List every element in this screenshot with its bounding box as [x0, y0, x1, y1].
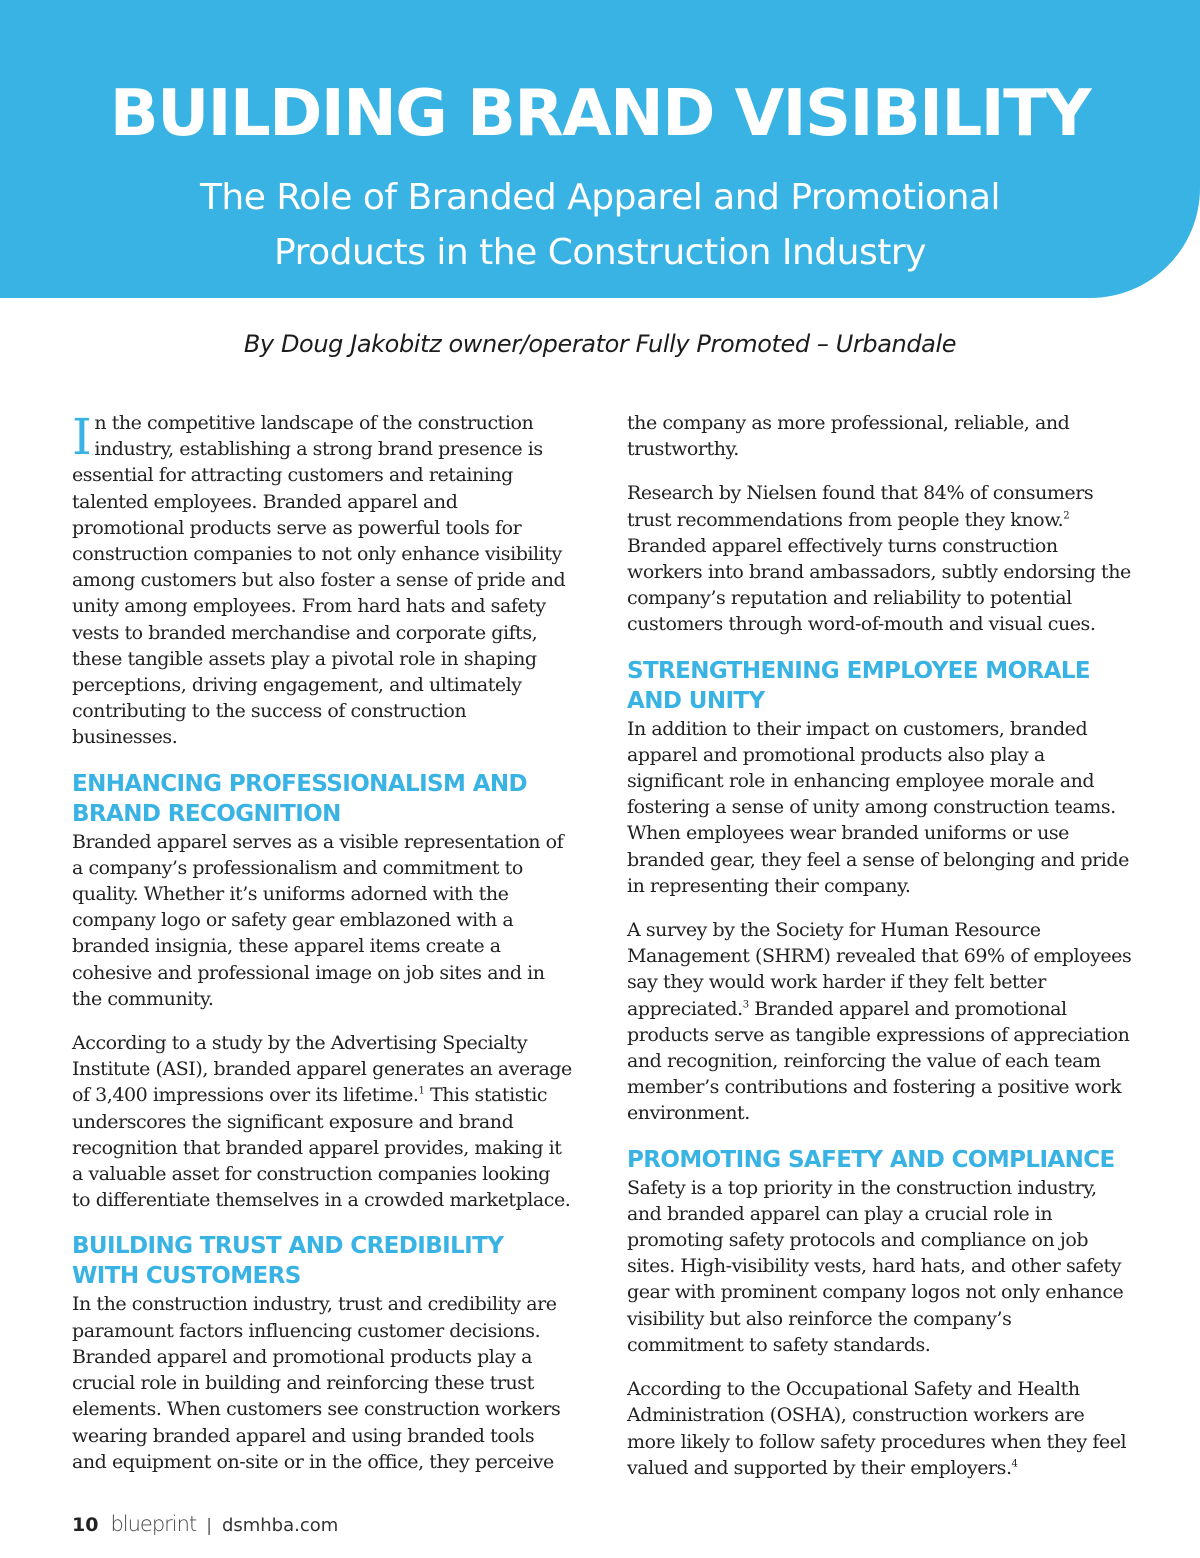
publication-name: blueprint [110, 1512, 197, 1536]
paragraph-text: A survey by the Society for Human Resource Management (SHRM) revealed that 69% of employees say they would work harder if they felt better appreciated. [627, 919, 1132, 1020]
body-paragraph: Branded apparel serves as a visible representation of a company’s professionalism and commitment to quality. Whether it’s uniforms adorned with the company logo or safety gear emblazoned with a branded insignia, these apparel items create a cohesive and professional image on job sites and in the community. [72, 830, 564, 1010]
right-column [627, 410, 1133, 1499]
paragraph-text: According to the Occupational Safety and Health Administration (OSHA), construction workers are more likely to follow safety procedures when they feel valued and supported by their employers. [627, 1378, 1127, 1479]
byline: By Doug Jakobitz owner/operator Fully Promoted – Urbandale [243, 330, 957, 358]
subtitle-line-1: The Role of Branded Apparel and Promotional [199, 177, 1001, 218]
paragraph-text: According to a study by the Advertising Specialty Institute (ASI), branded apparel generates an average of 3,400 impressions over its lifetime. [72, 1032, 572, 1107]
website-url: dsmhba.com [221, 1515, 339, 1536]
article-subtitle [150, 170, 1050, 280]
subtitle-line-2: Products in the Construction Industry [274, 232, 926, 273]
body-paragraph [627, 1376, 1133, 1481]
drop-cap: I [72, 408, 92, 466]
paragraph-text: Branded apparel and promotional products serve as tangible expressions of appreciation and recognition, reinforcing the value of each team member’s contributions and fostering a positive work environment. [627, 997, 1130, 1125]
page-number: 10 [72, 1514, 99, 1536]
body-paragraph: Safety is a top priority in the construction industry, and branded apparel can play a crucial role in promoting safety protocols and compliance on job sites. High-visibility vests, hard hats, and other safety gear with prominent company logos not only enhance visibility but also reinforce the company’s commitment to safety standards. [627, 1176, 1124, 1356]
article-title: BUILDING BRAND VISIBILITY [109, 77, 1091, 151]
section-heading-trust: BUILDING TRUST AND CREDIBILITY WITH CUSTOMERS [72, 1233, 504, 1290]
footnote-ref: 2 [1063, 510, 1070, 522]
footnote-ref: 1 [418, 1086, 425, 1098]
section-heading-morale: STRENGTHENING EMPLOYEE MORALE AND UNITY [627, 657, 1091, 714]
page-footer [72, 1512, 338, 1546]
left-column [72, 410, 572, 1493]
body-paragraph: In addition to their impact on customers, branded apparel and promotional products also play a significant role in enhancing employee morale and fostering a sense of unity among construction teams. When employees wear branded uniforms or use branded gear, they feel a sense of belonging and pride in representing their company. [627, 717, 1129, 897]
footnote-ref: 4 [1011, 1458, 1018, 1470]
body-paragraph [72, 1030, 572, 1213]
body-paragraph [627, 480, 1133, 637]
body-paragraph: the company as more professional, reliable, and trustworthy. [627, 412, 1070, 461]
footnote-ref: 3 [742, 999, 749, 1011]
paragraph-text: Research by Nielsen found that 84% of consumers trust recommendations from people they know. [627, 482, 1094, 531]
paragraph-text: Branded apparel effectively turns construction workers into brand ambassadors, subtly endorsing the company’s reputation and reliability to potential customers through word-of-mouth and visual cues. [627, 534, 1131, 636]
paragraph-text: This statistic underscores the significant exposure and brand recognition that branded apparel provides, making it a valuable asset for construction companies looking to differentiate themselves in a crowded marketplace. [72, 1084, 571, 1212]
body-paragraph: In the construction industry, trust and credibility are paramount factors influencing customer decisions. Branded apparel and promotional products play a crucial role in building and reinforcing these trust elements. When customers see construction workers wearing branded apparel and using branded tools and equipment on-site or in the office, they perceive [72, 1293, 561, 1473]
intro-paragraph [72, 410, 572, 751]
intro-text: n the competitive landscape of the construction industry, establishing a strong brand presence is essential for attracting customers and retaining talented employees. Branded apparel and promotional products serve as powerful tools for construction companies to not only enhance visibility among customers but also foster a sense of pride and unity among employees. From hard hats and safety vests to branded merchandise and corporate gifts, these tangible assets play a pivotal role in shaping perceptions, driving engagement, and ultimately contributing to the success of construction businesses. [72, 412, 566, 749]
body-paragraph [627, 917, 1133, 1127]
section-heading-professionalism: ENHANCING PROFESSIONALISM AND BRAND RECOGNITION [72, 770, 528, 827]
section-heading-safety: PROMOTING SAFETY AND COMPLIANCE [627, 1146, 1115, 1173]
footer-separator: | [206, 1516, 212, 1536]
